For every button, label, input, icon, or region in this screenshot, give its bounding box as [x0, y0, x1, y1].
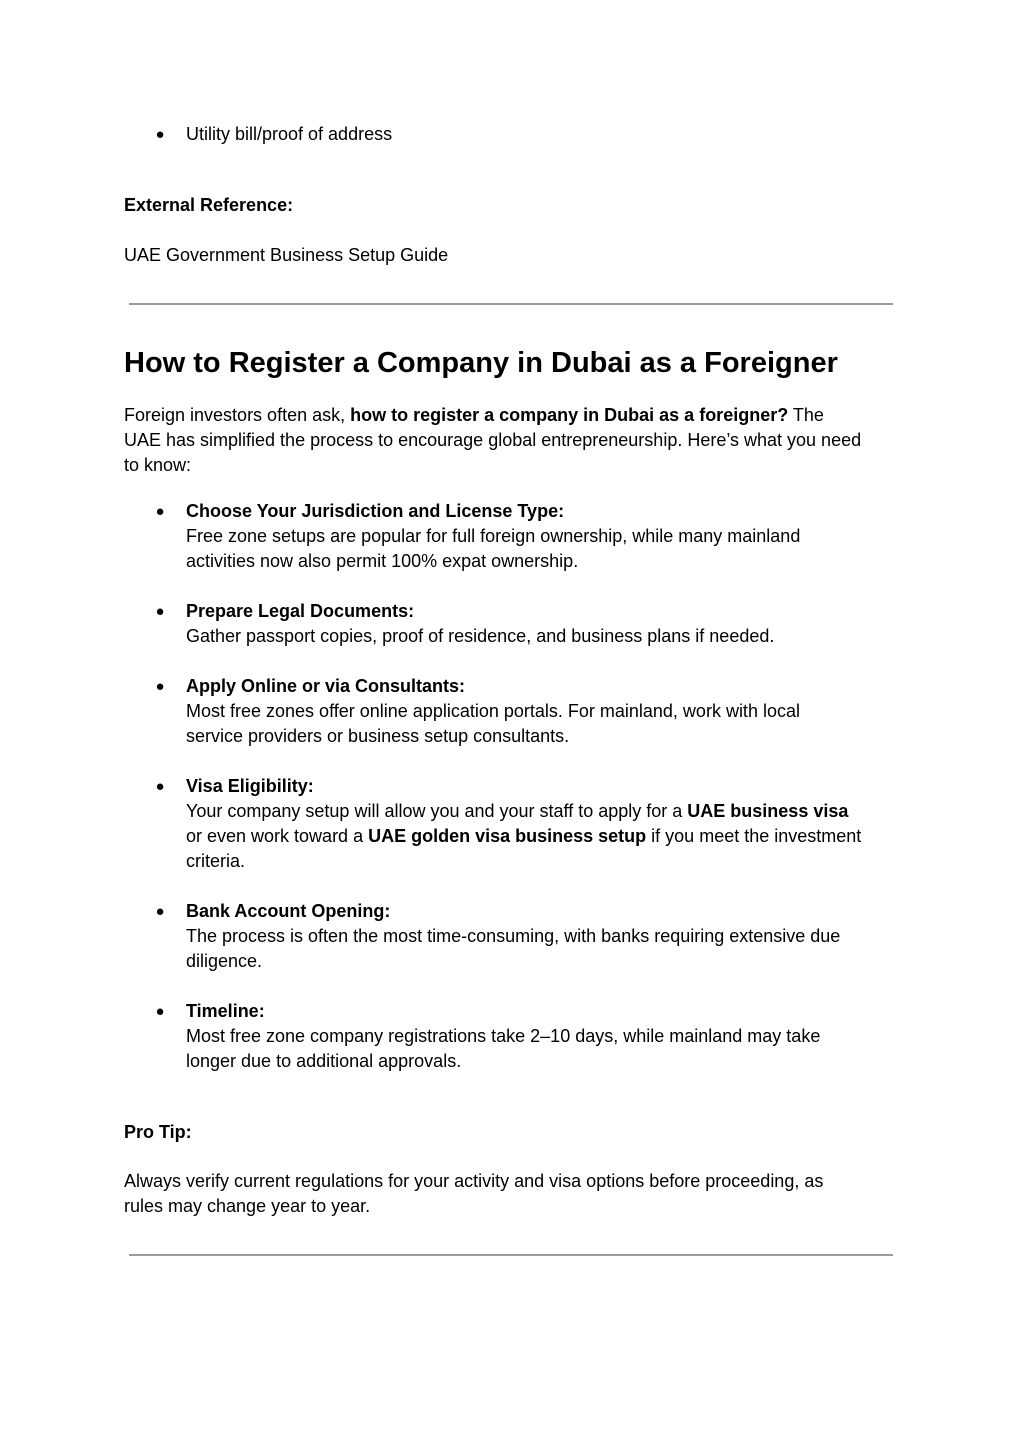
list-item-legal-documents — [186, 599, 774, 649]
section-heading: How to Register a Company in Dubai as a Foreigner — [124, 347, 838, 379]
list-item-title: Apply Online or via Consultants: — [186, 676, 466, 696]
bullet-dot: ● — [155, 503, 165, 520]
bold-term-golden-visa: UAE golden visa business setup — [368, 826, 647, 846]
list-item-title: Choose Your Jurisdiction and License Type: — [186, 501, 565, 521]
list-item-apply-online — [186, 674, 800, 749]
list-item-body: activities now also permit 100% expat ownership. — [186, 551, 579, 571]
bullet-dot: ● — [155, 678, 165, 695]
list-item-title: Visa Eligibility: — [186, 776, 314, 796]
intro-bold-question: how to register a company in Dubai as a foreigner? — [350, 405, 789, 425]
list-item-body — [186, 824, 861, 849]
list-item-body: Gather passport copies, proof of residence, and business plans if needed. — [186, 626, 775, 646]
list-item-timeline — [186, 999, 820, 1074]
intro-line-2: UAE has simplified the process to encourage global entrepreneurship. Here’s what you need — [124, 430, 862, 450]
bullet-dot: ● — [155, 126, 165, 143]
external-reference-text: UAE Government Business Setup Guide — [124, 245, 449, 265]
bold-term-business-visa: UAE business visa — [687, 801, 849, 821]
horizontal-divider — [129, 1254, 893, 1256]
body-text: Your company setup will allow you and your staff to apply for a — [186, 801, 688, 821]
list-item-body: criteria. — [186, 851, 246, 871]
list-item-body: longer due to additional approvals. — [186, 1051, 462, 1071]
pro-tip-text — [124, 1169, 823, 1219]
list-item-body: The process is often the most time-consuming, with banks requiring extensive due — [186, 926, 841, 946]
list-item-utility-bill: Utility bill/proof of address — [186, 124, 393, 144]
list-item-body: Free zone setups are popular for full foreign ownership, while many mainland — [186, 526, 801, 546]
external-reference-label: External Reference: — [124, 195, 294, 215]
bullet-dot: ● — [155, 778, 165, 795]
body-text: if you meet the investment — [646, 826, 862, 846]
list-item-title: Prepare Legal Documents: — [186, 601, 415, 621]
bullet-dot: ● — [155, 1003, 165, 1020]
bullet-dot: ● — [155, 903, 165, 920]
list-item-body: diligence. — [186, 951, 263, 971]
list-item-body: Most free zone company registrations take 2–10 days, while mainland may take — [186, 1026, 821, 1046]
list-item-body: Most free zones offer online application portals. For mainland, work with local — [186, 701, 800, 721]
list-item-visa-eligibility — [186, 774, 861, 874]
intro-text: Foreign investors often ask, — [124, 405, 351, 425]
intro-line-1 — [124, 403, 861, 428]
list-item-body: service providers or business setup consultants. — [186, 726, 570, 746]
pro-tip-line-1: Always verify current regulations for your activity and visa options before proceeding, as — [124, 1171, 824, 1191]
list-item-bank-account — [186, 899, 840, 974]
intro-text: The — [788, 405, 824, 425]
intro-line-3: to know: — [124, 455, 192, 475]
intro-paragraph — [124, 403, 861, 478]
body-text: or even work toward a — [186, 826, 369, 846]
bullet-dot: ● — [155, 603, 165, 620]
horizontal-divider — [129, 303, 893, 305]
list-item-jurisdiction — [186, 499, 800, 574]
list-item-title: Timeline: — [186, 1001, 265, 1021]
list-item-body — [186, 799, 861, 824]
list-item-title: Bank Account Opening: — [186, 901, 391, 921]
pro-tip-label: Pro Tip: — [124, 1122, 192, 1142]
pro-tip-line-2: rules may change year to year. — [124, 1196, 371, 1216]
